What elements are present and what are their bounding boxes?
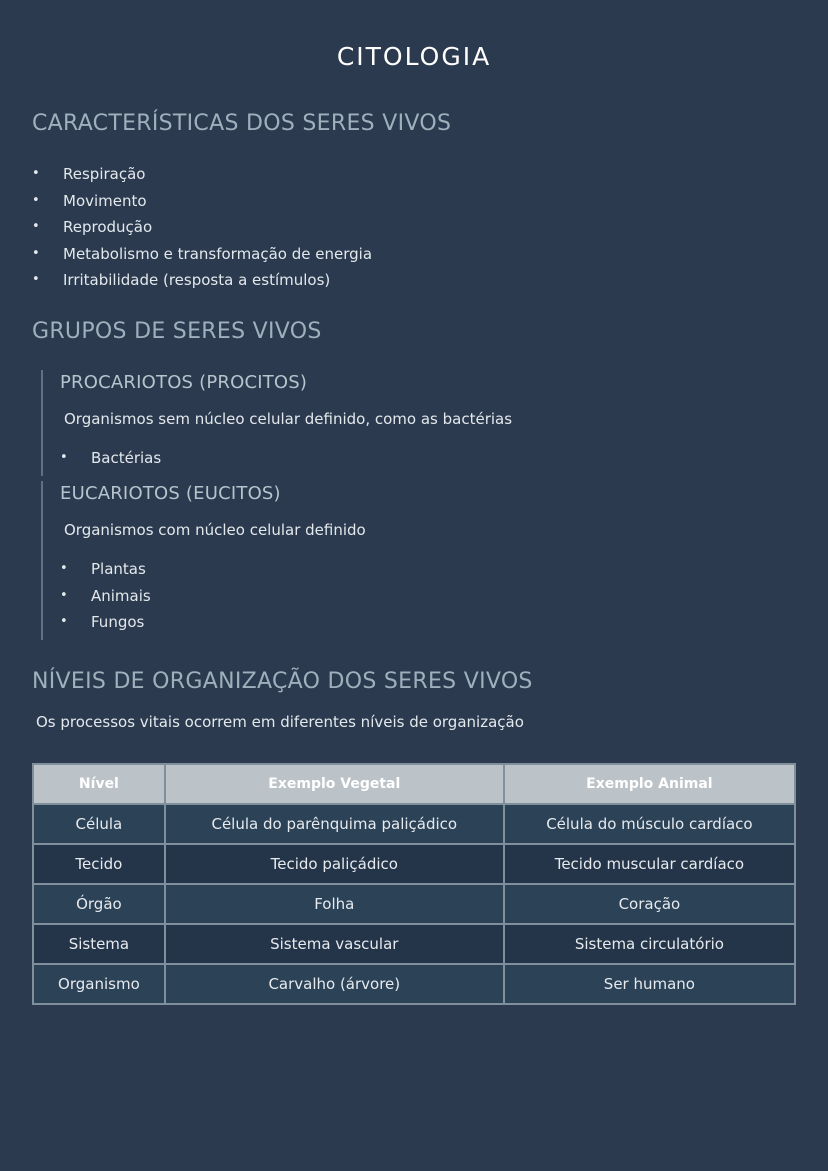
prokaryotes-title: PROCARIOTOS (PROCITOS) [60,372,308,393]
table-cell: Sistema vascular [165,924,504,964]
list-item-text: Bactérias [91,449,162,467]
table-cell: Célula do parênquima paliçádico [165,804,504,844]
section-heading-levels: NÍVEIS DE ORGANIZAÇÃO DOS SERES VIVOS [32,669,533,694]
table-cell: Folha [165,884,504,924]
table-cell: Ser humano [504,964,795,1004]
bullet-icon: • [32,272,40,287]
table-row [33,964,795,1004]
table-header-row [33,764,795,804]
list-item-text: Reprodução [63,218,153,236]
list-item-text: Plantas [91,560,146,578]
list-item [32,267,372,294]
list-item [32,214,372,241]
list-item [32,161,372,188]
table-cell: Célula do músculo cardíaco [504,804,795,844]
list-item-text: Metabolismo e transformação de energia [63,244,373,263]
section-heading-groups: GRUPOS DE SERES VIVOS [32,319,322,344]
bullet-icon: • [60,587,68,603]
table-cell: Sistema [33,924,165,964]
bullet-icon: • [32,219,40,234]
list-item-text: Animais [91,586,151,605]
bullet-icon: • [60,614,68,629]
characteristics-list [32,161,372,294]
table-cell: Carvalho (árvore) [165,964,504,1004]
table-row [33,844,795,884]
table-cell: Tecido muscular cardíaco [504,844,795,884]
table-cell: Órgão [33,884,165,924]
table-cell: Tecido [33,844,165,884]
page-title: CITOLOGIA [336,42,492,71]
column-header-plant-example: Exemplo Vegetal [165,764,504,804]
bullet-icon: • [32,245,40,261]
list-item-text: Movimento [63,191,147,210]
list-item [60,583,151,610]
list-item-text: Respiração [63,165,146,183]
prokaryotes-description: Organismos sem núcleo celular definido, como as bactérias [64,410,513,428]
table-row [33,884,795,924]
table-cell: Tecido paliçádico [165,844,504,884]
eukaryotes-block [41,481,366,640]
eukaryotes-description: Organismos com núcleo celular definido [64,521,366,539]
eukaryotes-list [60,556,151,636]
list-item [60,609,151,636]
levels-intro: Os processos vitais ocorrem em diferentes níveis de organização [36,713,524,731]
table-row [33,804,795,844]
list-item-text: Fungos [91,613,145,631]
list-item [60,445,161,472]
bullet-icon: • [32,192,40,208]
bullet-icon: • [60,561,68,576]
table-cell: Organismo [33,964,165,1004]
prokaryotes-list [60,445,161,472]
bullet-icon: • [60,450,68,465]
list-item [32,188,372,215]
list-item-text: Irritabilidade (resposta a estímulos) [63,271,331,289]
table-cell: Sistema circulatório [504,924,795,964]
eukaryotes-title: EUCARIOTOS (EUCITOS) [60,483,281,504]
prokaryotes-block [41,370,512,476]
bullet-icon: • [32,166,40,181]
table-cell: Célula [33,804,165,844]
levels-table [32,763,796,1005]
section-heading-characteristics: CARACTERÍSTICAS DOS SERES VIVOS [32,111,452,136]
table-row [33,924,795,964]
column-header-level: Nível [33,764,165,804]
list-item [32,241,372,268]
list-item [60,556,151,583]
column-header-animal-example: Exemplo Animal [504,764,795,804]
table-cell: Coração [504,884,795,924]
